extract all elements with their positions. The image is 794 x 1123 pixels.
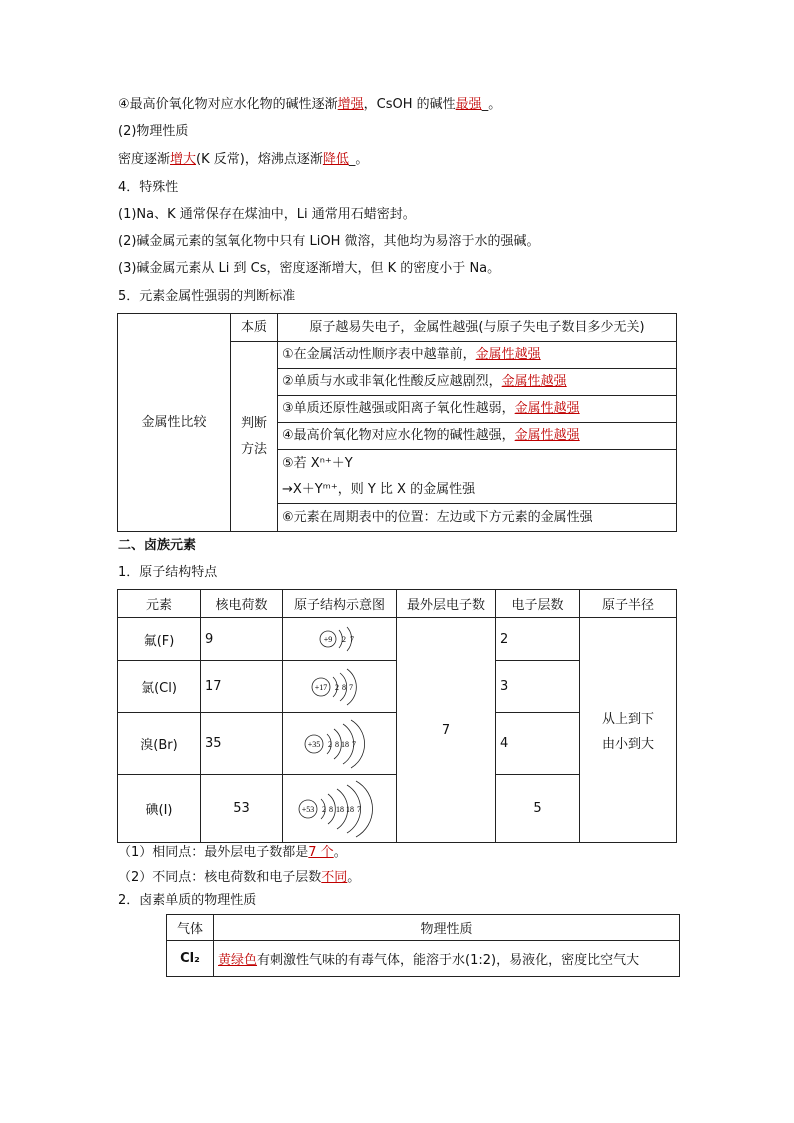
text: 。: [347, 870, 361, 885]
method-row: [278, 396, 677, 423]
layer-count: 3: [496, 661, 580, 713]
text: 有刺激性气味的有毒气体，能溶于水(1:2)，易液化，密度比空气大: [257, 953, 640, 968]
gas-name: Cl₂: [167, 941, 214, 977]
nuclear-charge: 9: [201, 618, 283, 661]
method-row: [278, 423, 677, 450]
header-radius: 原子半径: [580, 590, 677, 618]
svg-text:18: 18: [335, 804, 344, 814]
header-outer-electrons: 最外层电子数: [397, 590, 496, 618]
left-label: 金属性比较: [118, 314, 231, 532]
note-similarity: [118, 843, 347, 863]
metallicity-table: [117, 313, 677, 532]
text: ③单质还原性越强或阳离子氧化性越弱，: [282, 401, 515, 416]
svg-text:7: 7: [356, 804, 361, 814]
element-name: 溴(Br): [118, 713, 201, 775]
text: 。: [333, 845, 347, 860]
answer: 金属性越强: [475, 347, 541, 362]
radius-text-2: 由小到大: [601, 737, 654, 752]
paragraph-density: [118, 150, 368, 170]
text: ①在金属活动性顺序表中越靠前，: [282, 347, 476, 362]
text: ⑤若 Xⁿ⁺＋Y: [282, 455, 353, 471]
atom-diagram: [283, 661, 397, 713]
svg-text:+35: +35: [307, 739, 320, 749]
svg-text:7: 7: [351, 739, 356, 749]
element-name: 氟(F): [118, 618, 201, 661]
paragraph-hydroxide: (2)碱金属元素的氢氧化物中只有 LiOH 微溶，其他均为易溶于水的强碱。: [118, 234, 540, 249]
svg-text:2: 2: [321, 804, 326, 814]
essence-label: 本质: [231, 314, 278, 342]
radius-trend: [580, 618, 677, 843]
note-difference: [118, 868, 360, 888]
method-row-6: ⑥元素在周期表中的位置：左边或下方元素的金属性强: [278, 504, 677, 532]
method-row: [278, 369, 677, 396]
header-properties: 物理性质: [214, 915, 680, 941]
answer: 7 个: [308, 845, 334, 860]
header-gas: 气体: [167, 915, 214, 941]
paragraph-storage: (1)Na、K 通常保存在煤油中，Li 通常用石蜡密封。: [118, 207, 416, 222]
header-diagram: 原子结构示意图: [283, 590, 397, 618]
answer: 金属性越强: [514, 428, 580, 443]
gas-properties: [214, 941, 680, 977]
nuclear-charge: 17: [201, 661, 283, 713]
text: ④最高价氧化物对应水化物的碱性逐渐: [118, 97, 338, 112]
svg-text:7: 7: [349, 635, 354, 644]
layer-count: 4: [496, 713, 580, 775]
atom-f-diagram: [310, 622, 370, 656]
text: ④最高价氧化物对应水化物的碱性越强，: [282, 428, 515, 443]
header-element: 元素: [118, 590, 201, 618]
radius-text-1: 从上到下: [601, 712, 654, 727]
section-halogens: 二、卤族元素: [118, 538, 197, 553]
heading-physical: (2)物理性质: [118, 124, 189, 139]
text: _。: [348, 152, 369, 167]
text: （2）不同点：核电荷数和电子层数: [118, 870, 322, 885]
atom-i-diagram: [295, 779, 385, 839]
text: ，CsOH 的碱性: [363, 97, 456, 112]
answer: 增强: [337, 97, 364, 112]
layer-count: 2: [496, 618, 580, 661]
atom-br-diagram: [300, 717, 380, 771]
atom-diagram: [283, 618, 397, 661]
atom-diagram: [283, 775, 397, 843]
svg-text:2: 2: [334, 682, 339, 692]
svg-text:18: 18: [340, 739, 349, 749]
answer: 不同: [321, 870, 348, 885]
answer: 金属性越强: [501, 374, 567, 389]
answer: 黄绿色: [218, 953, 258, 968]
halogen-structure-table: [117, 589, 677, 843]
text: →X＋Yᵐ⁺，则 Y 比 X 的金属性强: [282, 481, 476, 497]
text: 密度逐渐: [118, 152, 171, 167]
element-name: 氯(Cl): [118, 661, 201, 713]
text: （1）相同点：最外层电子数都是: [118, 845, 309, 860]
svg-text:+9: +9: [323, 635, 332, 644]
text: ②单质与水或非氧化性酸反应越剧烈，: [282, 374, 502, 389]
atom-diagram: [283, 713, 397, 775]
heading-physical-properties: 2．卤素单质的物理性质: [118, 893, 257, 908]
paragraph-basicity: [118, 95, 501, 115]
method-row-5: [278, 450, 677, 504]
answer: 金属性越强: [514, 401, 580, 416]
heading-atomic-structure: 1．原子结构特点: [118, 565, 218, 580]
outer-electrons: 7: [397, 618, 496, 843]
svg-text:7: 7: [348, 682, 353, 692]
heading-special: 4．特殊性: [118, 180, 179, 195]
answer: 增大: [170, 152, 197, 167]
answer: 降低: [322, 152, 349, 167]
svg-text:18: 18: [345, 804, 354, 814]
paragraph-density-trend: (3)碱金属元素从 Li 到 Cs，密度逐渐增大，但 K 的密度小于 Na。: [118, 261, 501, 276]
svg-text:2: 2: [327, 739, 332, 749]
svg-text:+53: +53: [301, 804, 314, 814]
method-label-1: 判断: [240, 415, 267, 431]
svg-text:8: 8: [328, 804, 333, 814]
answer: 最强: [455, 97, 482, 112]
essence-text: 原子越易失电子，金属性越强(与原子失电子数目多少无关): [278, 314, 677, 342]
method-label: [231, 342, 278, 532]
text: (K 反常)，熔沸点逐渐: [196, 152, 323, 167]
header-layers: 电子层数: [496, 590, 580, 618]
text: _。: [481, 97, 502, 112]
layer-count: 5: [496, 775, 580, 843]
method-label-2: 方法: [240, 441, 267, 457]
halogen-properties-table: [166, 914, 680, 977]
nuclear-charge: 53: [201, 775, 283, 843]
atom-cl-diagram: [305, 665, 375, 709]
svg-text:8: 8: [334, 739, 339, 749]
nuclear-charge: 35: [201, 713, 283, 775]
svg-text:8: 8: [341, 682, 346, 692]
svg-text:+17: +17: [314, 682, 327, 692]
element-name: 碘(I): [118, 775, 201, 843]
svg-text:2: 2: [341, 635, 346, 644]
method-row: [278, 342, 677, 369]
heading-metallicity: 5．元素金属性强弱的判断标准: [118, 289, 296, 304]
header-charge: 核电荷数: [201, 590, 283, 618]
